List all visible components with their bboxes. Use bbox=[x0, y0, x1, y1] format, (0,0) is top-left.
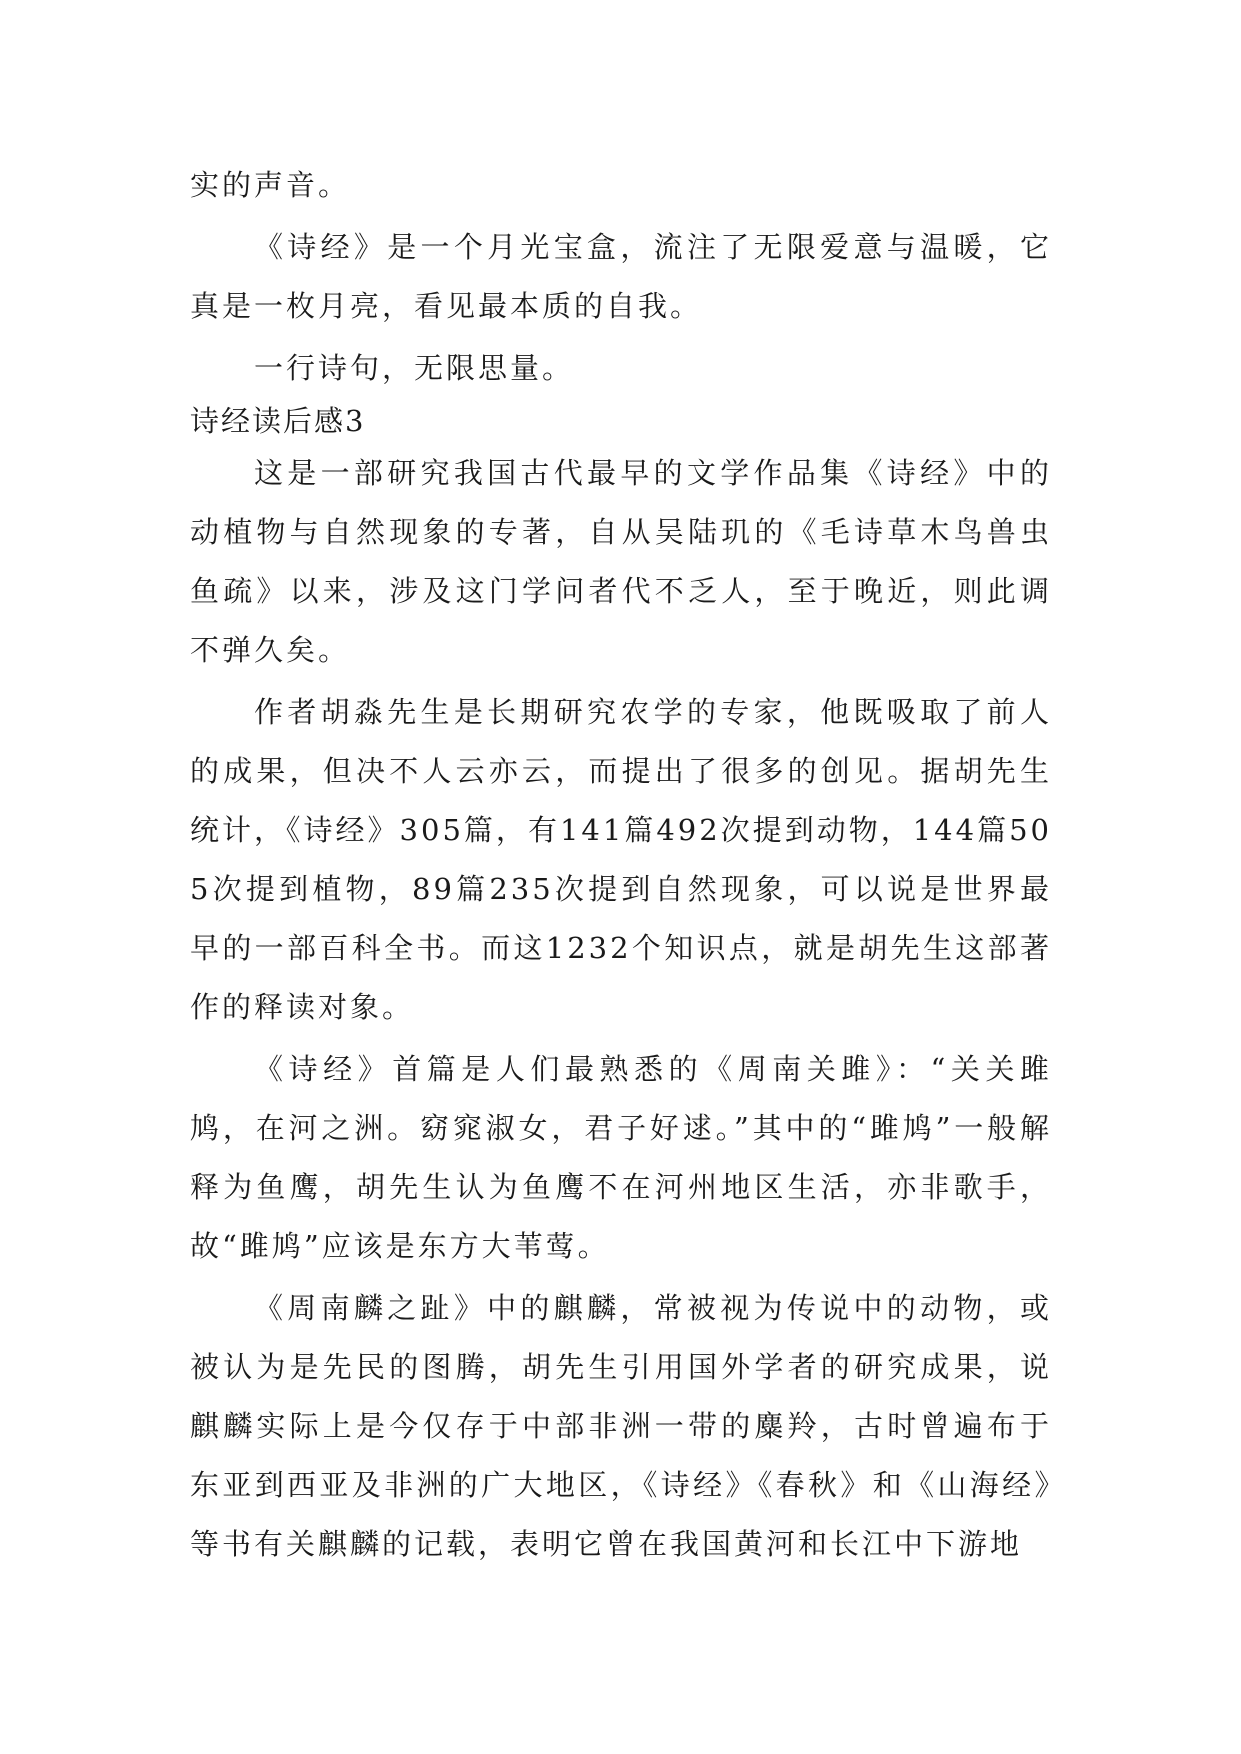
document-page bbox=[190, 156, 1052, 1574]
paragraph-guanju: 《诗经》首篇是人们最熟悉的《周南关雎》：“关关雎鸠，在河之洲。窈窕淑女，君子好逑。”其中的“雎鸠”一般解释为鱼鹰，胡先生认为鱼鹰不在河州地区生活，亦非歌手，故“雎鸠”应该是东方大苇莺。 bbox=[190, 1052, 1052, 1263]
paragraph-intro: 这是一部研究我国古代最早的文学作品集《诗经》中的动植物与自然现象的专著，自从吴陆玑的《毛诗草木鸟兽虫鱼疏》以来，涉及这门学问者代不乏人，至于晚近，则此调不弹久矣。 bbox=[190, 456, 1052, 667]
paragraph-moonlight-box: 《诗经》是一个月光宝盒，流注了无限爱意与温暖，它真是一枚月亮，看见最本质的自我。 bbox=[190, 230, 1052, 323]
section-heading: 诗经读后感3 bbox=[190, 404, 366, 438]
paragraph-one-line: 一行诗句，无限思量。 bbox=[254, 351, 575, 385]
paragraph-qilin: 《周南麟之趾》中的麒麟，常被视为传说中的动物，或被认为是先民的图腾，胡先生引用国外学者的研究成果，说麒麟实际上是今仅存于中部非洲一带的麋羚，古时曾遍布于东亚到西亚及非洲的广大地区，《诗经》《春秋》和《山海经》等书有关麒麟的记载，表明它曾在我国黄河和长江中下游地 bbox=[190, 1291, 1052, 1561]
paragraph-continuation: 实的声音。 bbox=[190, 168, 351, 202]
paragraph-author: 作者胡淼先生是长期研究农学的专家，他既吸取了前人的成果，但决不人云亦云，而提出了很多的创见。据胡先生统计，《诗经》305篇，有141篇492次提到动物，144篇505次提到植物，89篇235次提到自然现象，可以说是世界最早的一部百科全书。而这1232个知识点，就是胡先生这部著作的释读对象。 bbox=[190, 695, 1052, 1024]
